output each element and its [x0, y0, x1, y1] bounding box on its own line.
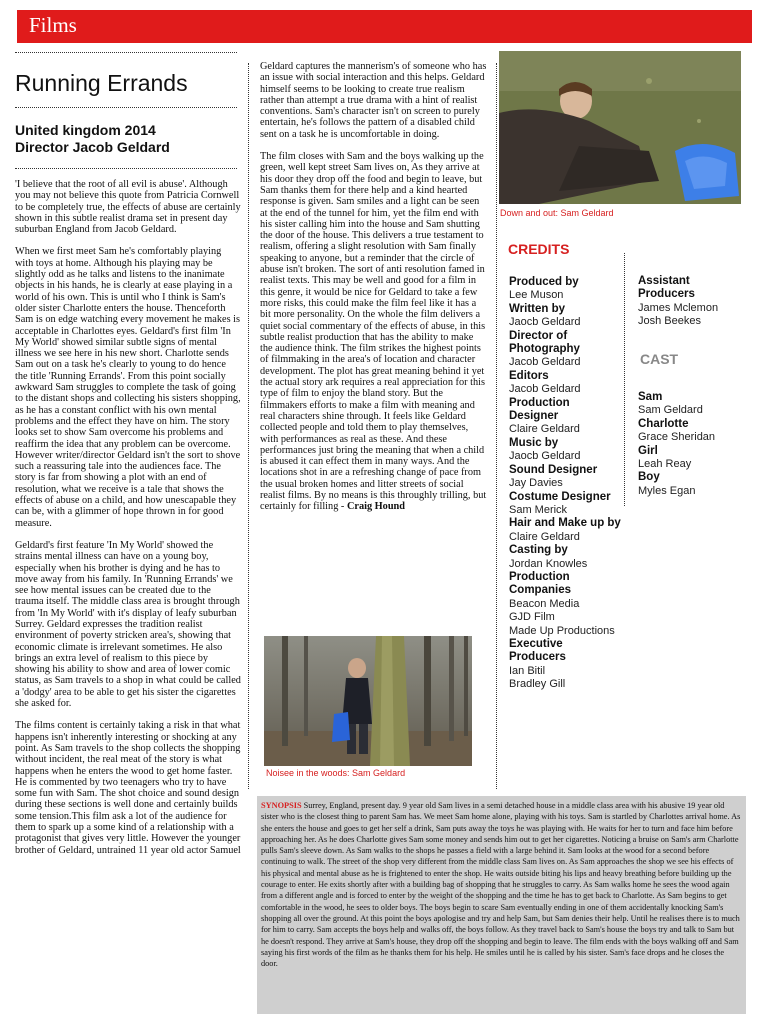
- cast-role: Sam: [638, 391, 663, 403]
- photo-down-and-out-image: [499, 51, 741, 204]
- credit-role: Production Companies: [509, 570, 571, 597]
- synopsis-box: [257, 796, 746, 1014]
- credit-name: Jay Davies: [509, 477, 563, 490]
- credit-role: Editors: [509, 369, 549, 382]
- cast-name: Leah Reay: [638, 458, 692, 471]
- cast-role: Charlotte: [638, 417, 689, 430]
- credit-role: Hair and Make up by: [509, 517, 621, 530]
- paragraph: [260, 151, 488, 513]
- paragraph: 'I believe that the root of all evil is abuse'. Although you may not believe this quote from Patricia Cornwell to be completely true, the effects of abuse are certainly shown in this subtle realist drama set in present day suburban England from Jacob Geldard.: [15, 179, 241, 236]
- paragraph: The films content is certainly taking a risk in that what happens isn't inherently interesting or shocking at any point. As Sam travels to the shop collects the shopping without incident, the real meat of the story is what happens when he enters the wood to get home faster. He is commented by two teenagers who try to have some fun with Sam. The shot choice and sound design during these sections is well done and certainly builds some tension.This film ask a lot of the audience for them to spark up a some kind of a relationship with a protagonist that gives very little. However the younger brother of Geldard, untrained 11 year old actor Samuel: [15, 720, 241, 856]
- credit-name: Bradley Gill: [509, 678, 566, 691]
- article-meta-director: Director Jacob Geldard: [15, 139, 170, 155]
- credit-name: Jaocb Geldard: [509, 316, 581, 329]
- photo-woods-image: [264, 636, 472, 766]
- column-divider: [248, 63, 249, 789]
- credit-name: Jacob Geldard: [509, 383, 581, 396]
- divider: [15, 52, 237, 53]
- article-title: Running Errands: [15, 70, 188, 96]
- article-meta-country-year: United kingdom 2014: [15, 122, 156, 138]
- credit-name: Jaocb Geldard: [509, 450, 581, 463]
- assistant-producers: [638, 275, 748, 329]
- paragraph: Geldard captures the mannerism's of someone who has an issue with social interaction and this helps. Geldard himself seems to be looking to create true realism rather than attempt a true drama with a hint of realist conventions. Sam's character isn't on screen to purely entertain, he's follows the pattern of a disabled child sent on a task he is uncomfortable in doing.: [260, 61, 487, 140]
- cast-role: Boy: [638, 471, 660, 484]
- credit-role: Production Designer: [509, 396, 570, 423]
- credits-list: [509, 276, 621, 692]
- credit-name: Made Up Productions: [509, 624, 615, 637]
- credit-role: Executive Producers: [509, 637, 566, 664]
- cast-list: [638, 391, 750, 498]
- credit-name: GJD Film: [509, 611, 555, 624]
- credit-role: Casting by: [509, 544, 568, 557]
- credit-name: Beacon Media: [509, 597, 580, 610]
- credit-role: Written by: [509, 302, 566, 315]
- divider: [15, 107, 237, 108]
- credit-role: Music by: [509, 436, 559, 449]
- credit-role: Director of Photography: [509, 329, 580, 356]
- credit-role: Produced by: [509, 276, 579, 288]
- credit-role: Costume Designer: [509, 490, 611, 503]
- credit-name: Jordan Knowles: [509, 557, 588, 570]
- credit-role: Assistant Producers: [638, 275, 695, 301]
- synopsis-label: SYNOPSIS: [261, 801, 302, 810]
- cast-name: Myles Egan: [638, 484, 696, 497]
- photo-woods: [264, 636, 472, 766]
- credit-name: Claire Geldard: [509, 423, 580, 436]
- credit-name: James Mclemon: [638, 301, 719, 314]
- article-column-2: [260, 61, 488, 626]
- credit-name: Lee Muson: [509, 289, 564, 302]
- photo-caption-woods: Noisee in the woods: Sam Geldard: [266, 768, 406, 778]
- paragraph: When we first meet Sam he's comfortably playing with toys at home. Although his playing may be slightly odd as he talks and listens to the inanimate objects in his hands, he is clearly at ease playing in a world of his own. This is until who I think is Sam's older sister Charlotte enters the house. Thenceforth Sam is on edge watching every movement he makes is acceptable in Charlottes eyes. Geldard's first film 'In My World' showed similar subtle signs of mental illness we see here in his new short. Charlotte sends Sam out on a task he's clearly to young to do hence the title 'Running Errands'. From this point socially awkward Sam struggles to complete the task of going to the distant shops and collecting his sisters shopping, as he has a constant conflict with his own mental problems and the effect they have on him. The story looks set to show Sam overcome his problems and reaffirm the idea that any problem can be overcome. However writer/director Geldard isn't the sort to shove such a reassuring tale into the audiences face. The story is far from showing a plot with an end of resolution, what we receive is a tale that shows the effects of abuse on a child, and how unescapable they can be, with a glimmer of hope thrown in for good measure.: [15, 246, 241, 529]
- column-divider: [624, 253, 625, 506]
- credit-role: Sound Designer: [509, 463, 598, 476]
- paragraph-text: The film closes with Sam and the boys walking up the green, well kept street Sam lives on, As they arrive at his door they drop off the food and begin to leave, but Sam thanks them for there help and a kind hearted response is given. Sam smiles and a light can be seen at the end of the tunnel for him, yet the film end with his sister calling him into the house and Sam shutting the door of the house. This delivers a true testament to realism, offering a slight resolution with Sam finally speaking to anyone, but a reminder that the circle of abuse isn't broken. The sort of anti resolution famed in realist texts. This may be well and good for a film in this genre, it would be nice for Geldard to take a few more risks, this could make the film feel like it has a bit more personality. On the whole the film delivers a quiet social commentary of the effects of abuse, in this subtle realist production that has the ability to make the audience think. The film strikes the highest points of filmmaking in the area's of location and character development. The plot has great meaning behind it yet the actual story ark requires a real appreciation for this type of film to enjoy the bland story. But the filmmakers efforts to make a film with meaning and real characters shine through. It feels like Geldard collected people and told them to play themselves, with performances as real as these. And these performances just bring the meaning that when a child is abused it can effect them in many ways. And the locations shot in are a refreshing change of pace from the usual broken homes and litter streets of social realist films. By no means is this throughly trilling, but certainly for filling -: [260, 151, 487, 513]
- credit-name: Jacob Geldard: [509, 356, 581, 369]
- credit-name: Josh Beekes: [638, 315, 701, 328]
- synopsis-text: Surrey, England, present day. 9 year old Sam lives in a semi detached house in a middle class area with his abusive 19 year old sister who is the closest thing to parent Sam has. We meet Sam home alone, playing with his toys. Sam is startled by Charlottes arrival home. As she enters the house and goes to get her self a drink, Sam puts away the toys he was playing with. He waits for her to turn and face him before approaching her. As he does Charlotte gives Sam some money and sends him out to get her cigarettes. Noticing a bruise on Sam's arm Charlotte pulls Sam's sleeve down. As Sam walks to the shops he passes a field with a large behind it. Sam looks at the wood for a second before continuing to walk. The street of the shop very different from the middle class Sam lives on. As Sam approaches the shop we see his effects of his physical and mental abuse as he is frightened to enter the shop. He waits outside biting his lips and heavy breathing before building up the courage to enter. He exits shortly after with a building bag of shopping that he struggles to carry. As Sam walks home he sees the wood again from a different angle and is forced to enter by the weight of the shopping and the time he has to get back to Charlotte. As Sam begins to get comfortable in the wood, he sees to older boys. The boys begin to scare Sam eventually ending in one of them accidentally knocking Sam's shopping all over the ground. At this point the boys apologise and try and help Sam, but Sam denies their help. Until he realises there is to much for him to carry. Sam accepts the boys help and walks off, the boys follow. As they travel back to Sam's house the boys try and talk to Sam but he doesn't respond. They arrive at Sam's house, they drop off the shopping and begin to leave. The film ends with the boys walking off and Sam saying his first words of the film as he thanks them for his help. He smiles until he is called by his sister. Sam's face drops and he closes the door.: [261, 801, 741, 969]
- cast-name: Grace Sheridan: [638, 431, 716, 444]
- section-label: Films: [29, 13, 77, 37]
- article-column-1: [15, 179, 241, 1019]
- cast-role: Girl: [638, 444, 658, 457]
- photo-caption-down-and-out: Down and out: Sam Geldard: [500, 208, 614, 218]
- credit-name: Ian Bitil: [509, 664, 546, 677]
- byline: Craig Hound: [346, 501, 406, 513]
- photo-down-and-out: [499, 51, 741, 204]
- divider: [15, 168, 237, 169]
- credit-name: Sam Merick: [509, 503, 568, 516]
- section-banner: [17, 10, 752, 43]
- column-divider: [496, 63, 497, 789]
- paragraph: Geldard's first feature 'In My World' showed the strains mental illness can have on a young boy, especially when his brother is dying and he has to move away from his family. In 'Running Errands' we see how mental issues can be created due to the trauma itself. The middle class area is brought through from 'In My World' with it's display of leafy suburban Surrey. Geldard expresses the tradition realist environment of poverty stricken area's, showing that economic climate is irrelevant sometimes. He also brings an extra level of realism to this piece by showing his ability to show and area of lower comic status, as Sam travels to a shop in what could be called a 'dodgy' area to be able to get his sister the cigarettes she asked for.: [15, 539, 241, 710]
- credit-name: Claire Geldard: [509, 530, 580, 543]
- credits-heading: CREDITS: [508, 241, 570, 257]
- cast-name: Sam Geldard: [638, 404, 703, 417]
- cast-heading: CAST: [640, 351, 679, 367]
